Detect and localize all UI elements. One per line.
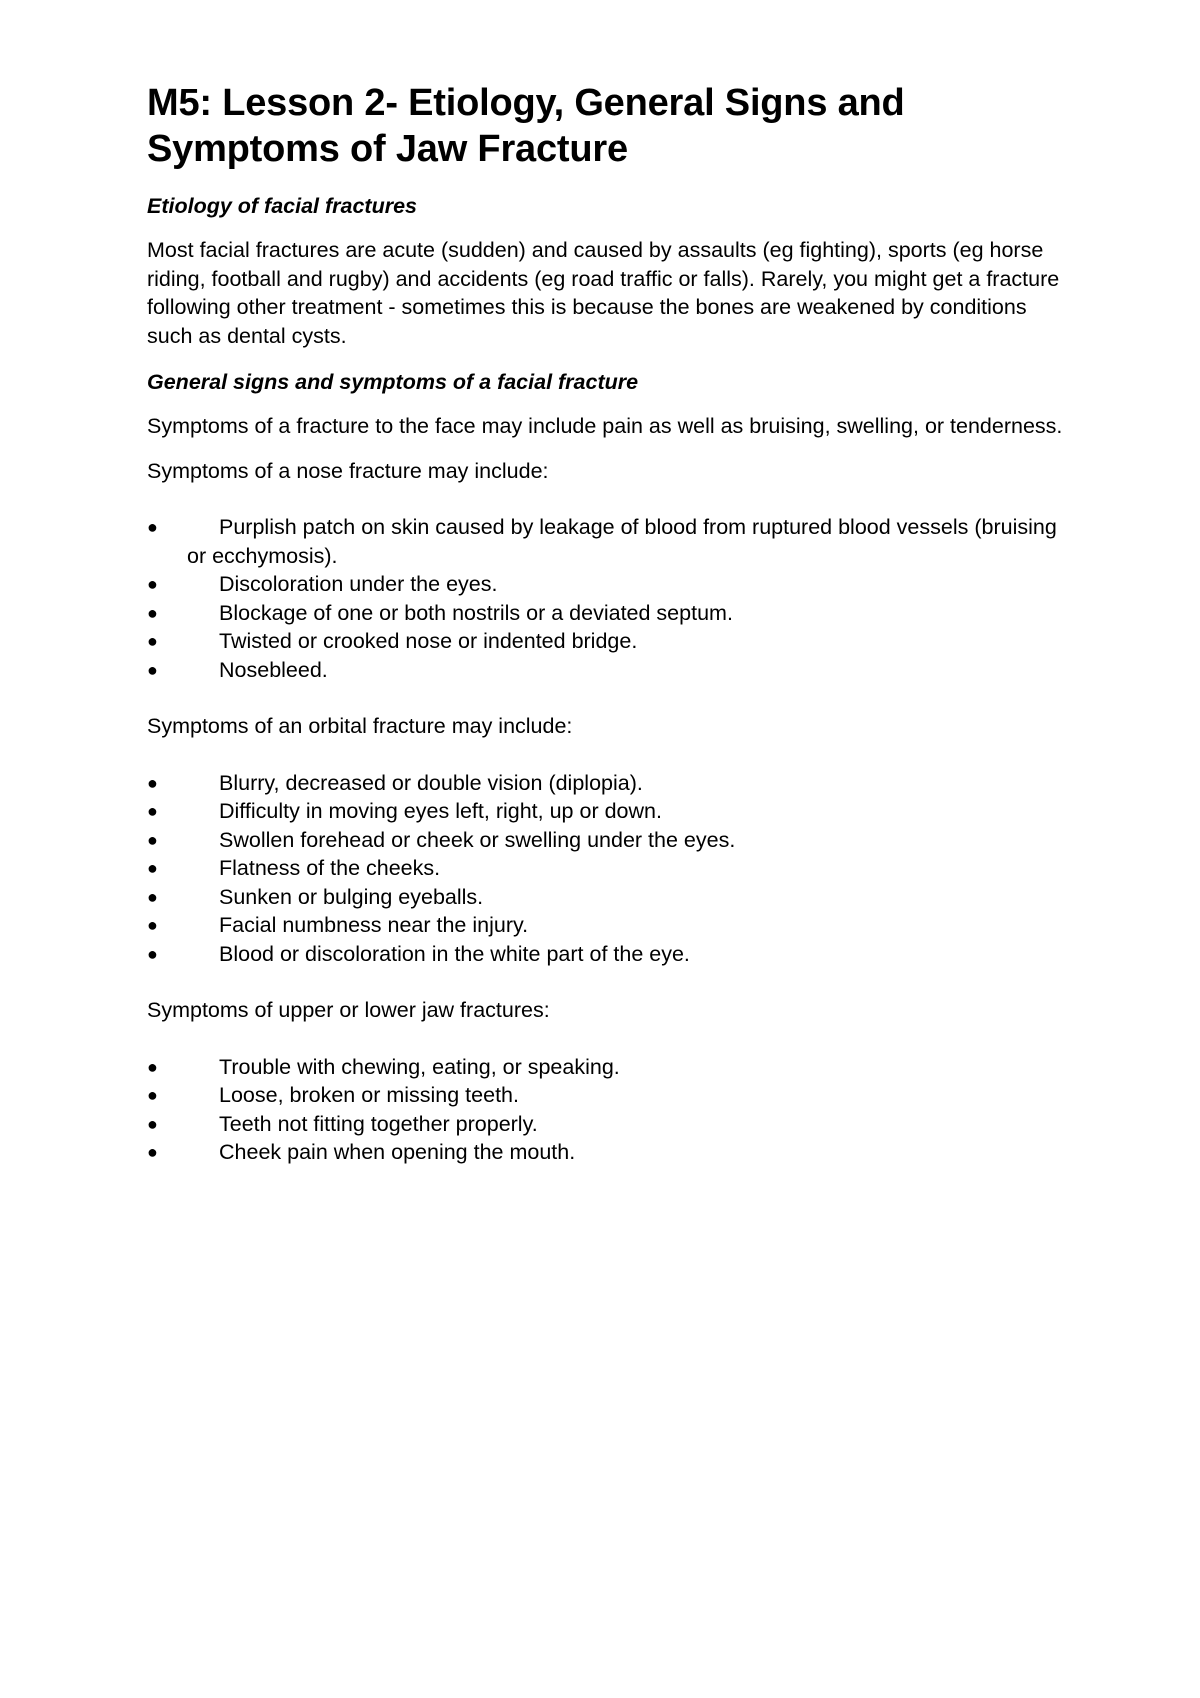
list-item-text: Cheek pain when opening the mouth. [219,1140,576,1164]
list-item-text: Loose, broken or missing teeth. [219,1083,519,1107]
etiology-paragraph: Most facial fractures are acute (sudden) and caused by assaults (eg fighting), sports (eg horse riding, football and rugby) and accidents (eg road traffic or falls). Rarely, you might get a fracture following other treatment - sometimes this is because the bones are weakened by conditions such as dental cysts. [147,238,1060,348]
list-item-text: Blockage of one or both nostrils or a deviated septum. [219,600,733,625]
list-item-text: Facial numbness near the injury. [219,913,529,937]
list-item [147,1053,1077,1082]
list-item-text: Purplish patch on skin caused by leakage of blood from ruptured blood vessels (bruising or ecchymosis). [187,515,1057,568]
list-item-text: Blurry, decreased or double vision (diplopia). [219,770,643,795]
bullet-icon: ● [147,943,158,964]
bullet-icon: ● [147,1142,158,1162]
list-item [147,1110,1077,1139]
bullet-icon: ● [147,1056,158,1077]
bullet-icon: ● [147,829,158,850]
list-item [147,1081,1077,1110]
list-item-text: Twisted or crooked nose or indented bridge. [219,629,638,653]
list-item [147,656,1077,685]
list-item-text: Trouble with chewing, eating, or speaking. [219,1054,620,1079]
bullet-icon: ● [147,886,158,907]
list-item-text: Flatness of the cheeks. [219,856,441,880]
list-item [147,940,1077,969]
jaw-symptoms-list [147,1053,1077,1167]
bullet-icon: ● [147,517,158,537]
bullet-icon: ● [147,574,158,594]
nose-symptoms-list [147,513,1077,684]
list-item-text: Nosebleed. [219,657,328,682]
bullet-icon: ● [147,659,158,680]
list-item [147,1138,1077,1167]
jaw-fracture-intro: Symptoms of upper or lower jaw fractures: [147,998,550,1022]
list-item-text: Swollen forehead or cheek or swelling under the eyes. [219,827,736,852]
bullet-icon: ● [147,631,158,651]
bullet-icon: ● [147,915,158,935]
bullet-icon: ● [147,602,158,623]
list-item [147,570,1077,599]
bullet-icon: ● [147,1085,158,1105]
orbital-symptoms-list [147,769,1077,969]
list-item [147,599,1077,628]
signs-heading: General signs and symptoms of a facial fracture [147,370,639,394]
list-item [147,627,1077,656]
list-item [147,854,1077,883]
page-title: M5: Lesson 2- Etiology, General Signs and Symptoms of Jaw Fracture [147,82,905,170]
etiology-heading: Etiology of facial fractures [147,194,418,218]
list-item-text: Discoloration under the eyes. [219,572,498,596]
bullet-icon: ● [147,772,158,793]
list-item [147,769,1077,798]
list-item-text: Difficulty in moving eyes left, right, up or down. [219,799,662,823]
list-item-text: Teeth not fitting together properly. [219,1111,538,1136]
document-page [147,80,1077,1167]
list-item [147,911,1077,940]
bullet-icon: ● [147,1113,158,1134]
list-item [147,826,1077,855]
list-item-text: Blood or discoloration in the white part of the eye. [219,941,690,966]
list-item [147,883,1077,912]
list-item [147,513,1077,570]
bullet-icon: ● [147,801,158,821]
list-item [147,797,1077,826]
signs-intro-paragraph: Symptoms of a fracture to the face may include pain as well as bruising, swelling, or tenderness. [147,414,1063,438]
bullet-icon: ● [147,858,158,878]
nose-fracture-intro: Symptoms of a nose fracture may include: [147,458,549,483]
orbital-fracture-intro: Symptoms of an orbital fracture may include: [147,714,573,738]
list-item-text: Sunken or bulging eyeballs. [219,884,484,909]
